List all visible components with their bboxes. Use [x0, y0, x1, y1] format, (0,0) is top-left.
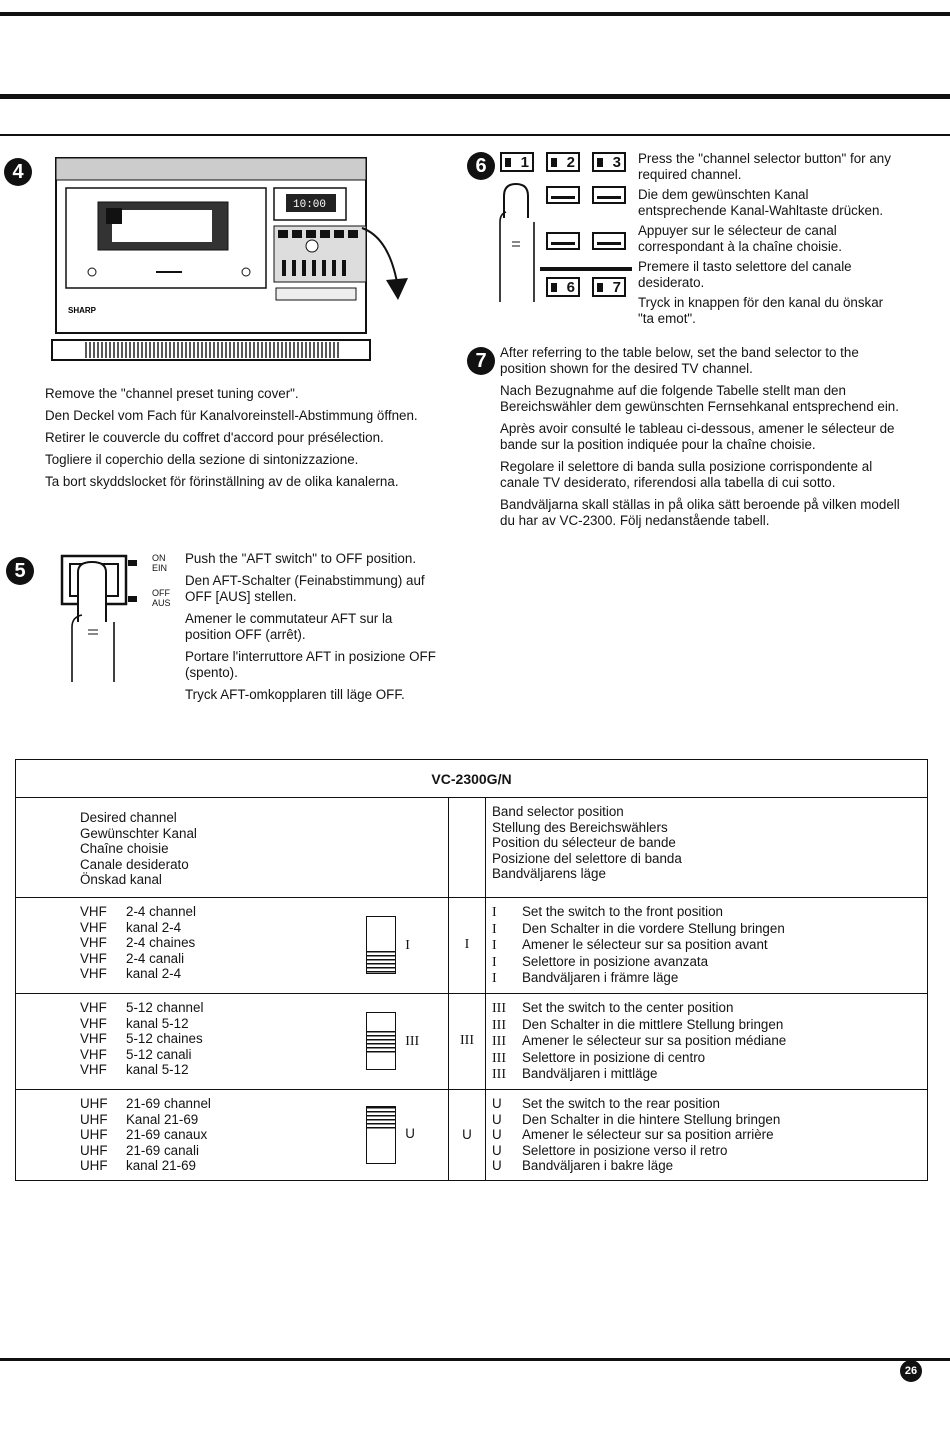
step-6-it: Premere il tasto selettore del canale desiderato. — [638, 259, 852, 290]
channel-label: 2-4 canali — [126, 950, 185, 966]
band-label: VHF — [80, 904, 107, 919]
band-label: VHF — [80, 935, 107, 951]
header-band-selector — [486, 798, 928, 898]
finger-drawing — [496, 150, 546, 305]
band-label: UHF — [80, 1127, 108, 1143]
aft-aus-label: AUS — [152, 598, 171, 608]
channel-label: 21-69 channel — [126, 1095, 211, 1111]
instruction-text: Bandväljaren i främre läge — [522, 970, 679, 986]
header-rule — [0, 94, 950, 99]
channel-label: 2-4 channel — [126, 904, 196, 919]
band-label: UHF — [80, 1158, 108, 1174]
instruction-text: Amener le sélecteur sur sa position médiane — [522, 1033, 787, 1049]
switch-label: III — [405, 1034, 420, 1049]
instruction-text: Set the switch to the front position — [522, 904, 723, 919]
band-label: UHF — [80, 1111, 108, 1127]
aft-labels — [152, 553, 171, 608]
position-mark: U — [492, 1111, 502, 1127]
vcr-clock-display: 10:00 — [293, 199, 327, 211]
step-7-badge: 7 — [467, 347, 495, 375]
switch-label: I — [405, 938, 410, 954]
step-6-fr: Appuyer sur le sélecteur de canal correspondant à la chaîne choisie. — [638, 223, 842, 254]
band-label: VHF — [80, 1046, 107, 1062]
channel-label: 21-69 canali — [126, 1142, 199, 1158]
step-6-badge: 6 — [467, 152, 495, 180]
step-5-it: Portare l'interruttore AFT in posizione OFF (spento). — [185, 649, 436, 680]
band-label: VHF — [80, 966, 107, 982]
step-5-sv: Tryck AFT-omkopplaren till läge OFF. — [185, 687, 405, 702]
channel-key-blank — [592, 232, 626, 250]
channel-label: kanal 2-4 — [126, 966, 182, 982]
step-4-fr: Retirer le couvercle du coffret d'accord pour présélection. — [45, 430, 384, 445]
step-6-en: Press the "channel selector button" for any required channel. — [638, 151, 891, 182]
position-cell: III — [449, 993, 486, 1089]
step-6-sv: Tryck in knappen för den kanal du önskar "ta emot". — [638, 295, 884, 326]
instruction-text: Bandväljaren i bakre läge — [522, 1158, 674, 1174]
channel-label: kanal 21-69 — [126, 1158, 196, 1174]
aft-off-label: OFF — [152, 588, 170, 598]
footer-rule — [0, 1358, 950, 1361]
channel-key-7: 7 — [592, 277, 626, 297]
step-5-badge: 5 — [6, 557, 34, 585]
step-4-en: Remove the "channel preset tuning cover". — [45, 386, 299, 401]
instruction-text: Selettore in posizione avanzata — [522, 953, 709, 969]
instruction-cell — [486, 898, 928, 994]
instruction-cell — [486, 993, 928, 1089]
instruction-text: Den Schalter in die mittlere Stellung bringen — [522, 1016, 784, 1032]
position-mark: I — [492, 905, 497, 920]
channel-label: 5-12 chaines — [126, 1031, 203, 1047]
band-selector-table — [15, 759, 928, 1181]
channel-cell — [16, 993, 354, 1089]
channel-buttons-illustration — [496, 150, 632, 305]
channel-label: kanal 5-12 — [126, 1015, 189, 1031]
position-mark: U — [492, 1158, 502, 1174]
channel-label: 2-4 chaines — [126, 935, 196, 951]
position-mark: III — [492, 1050, 506, 1066]
band-label: VHF — [80, 919, 107, 935]
position-mark: III — [492, 1017, 506, 1033]
step-7-de: Nach Bezugnahme auf die folgende Tabelle stellt man den Bereichswähler dem gewünschten Fernsehkanal entsprechend ein. — [500, 383, 899, 414]
switch-diagram-cell — [354, 1089, 449, 1180]
switch-label: U — [405, 1126, 415, 1142]
channel-label: kanal 2-4 — [126, 919, 182, 935]
instruction-text: Set the switch to the center position — [522, 999, 734, 1015]
instruction-text: Bandväljaren i mittläge — [522, 1066, 658, 1082]
band-label: VHF — [80, 1062, 107, 1078]
table-row — [16, 898, 928, 994]
step-7-en: After referring to the table below, set the band selector to the position shown for the desired TV channel. — [500, 345, 859, 376]
band-label: VHF — [80, 1031, 107, 1047]
header-left-line: Chaîne choisie — [80, 841, 169, 857]
vcr-drawing — [46, 150, 426, 365]
step-4-it: Togliere il coperchio della sezione di sintonizzazione. — [45, 452, 359, 467]
channel-key-6: 6 — [546, 277, 580, 297]
channel-label: 5-12 canali — [126, 1046, 192, 1062]
channel-key-blank — [546, 232, 580, 250]
header-left-line: Canale desiderato — [80, 856, 189, 872]
position-cell: I — [449, 898, 486, 994]
step-6-text — [638, 151, 900, 331]
position-cell: U — [449, 1089, 486, 1180]
channel-label: kanal 5-12 — [126, 1062, 189, 1078]
band-switch-center-diagram — [366, 1012, 396, 1070]
step-4-text — [45, 386, 440, 496]
instruction-text: Set the switch to the rear position — [522, 1095, 720, 1111]
position-mark: III — [492, 1067, 506, 1083]
header-right-line: Position du sélecteur de bande — [492, 835, 676, 851]
instruction-text: Amener le sélecteur sur sa position avant — [522, 937, 768, 953]
instruction-text: Den Schalter in die hintere Stellung bringen — [522, 1111, 781, 1127]
position-mark: I — [492, 938, 497, 954]
position-mark: U — [492, 1127, 502, 1143]
band-switch-rear-diagram — [366, 1106, 396, 1164]
header-right-line: Bandväljarens läge — [492, 866, 606, 882]
band-label: VHF — [80, 999, 107, 1015]
step-5-fr: Amener le commutateur AFT sur la position OFF (arrêt). — [185, 611, 393, 642]
step-4-de: Den Deckel vom Fach für Kanalvoreinstell-Abstimmung öffnen. — [45, 408, 418, 423]
band-label: UHF — [80, 1095, 108, 1111]
instruction-text: Selettore in posizione verso il retro — [522, 1142, 728, 1158]
position-mark: I — [492, 954, 497, 970]
table-row — [16, 993, 928, 1089]
channel-cell — [16, 898, 354, 994]
step-7-fr: Après avoir consulté le tableau ci-dessous, amener le sélecteur de bande sur la position indiquée pour la chaîne choisie. — [500, 421, 895, 452]
aft-on-label: ON — [152, 553, 166, 563]
step-5-text — [185, 551, 440, 709]
channel-label: Kanal 21-69 — [126, 1111, 199, 1127]
band-label: UHF — [80, 1142, 108, 1158]
header-right-line: Stellung des Bereichswählers — [492, 819, 668, 835]
header-right-line: Posizione del selettore di banda — [492, 850, 682, 866]
header-rule-thin — [0, 134, 950, 136]
step-4-badge: 4 — [4, 158, 32, 186]
channel-key-1: 1 — [500, 152, 534, 172]
channel-label: 5-12 channel — [126, 999, 204, 1015]
channel-cell — [16, 1089, 354, 1180]
aft-ein-label: EIN — [152, 563, 168, 573]
position-mark: III — [492, 1000, 506, 1016]
switch-diagram-cell — [354, 993, 449, 1089]
header-left-line: Desired channel — [80, 810, 177, 825]
vcr-brand-label: SHARP — [68, 306, 97, 315]
channel-key-blank — [592, 186, 626, 204]
position-mark: U — [492, 1142, 502, 1158]
instruction-text: Amener le sélecteur sur sa position arrière — [522, 1127, 774, 1143]
step-7-text — [500, 345, 900, 535]
position-mark: U — [492, 1095, 502, 1111]
channel-key-3: 3 — [592, 152, 626, 172]
step-6-de: Die dem gewünschten Kanal entsprechende Kanal-Wahltaste drücken. — [638, 187, 884, 218]
page-number: 26 — [900, 1360, 922, 1382]
table-row — [16, 1089, 928, 1180]
header-left-line: Gewünschter Kanal — [80, 825, 197, 841]
header-desired-channel — [16, 798, 449, 898]
header-left-line: Önskad kanal — [80, 872, 162, 888]
table-header-row — [16, 798, 928, 898]
position-mark: I — [492, 971, 497, 987]
band-label: VHF — [80, 1015, 107, 1031]
step-5-de: Den AFT-Schalter (Feinabstimmung) auf OFF [AUS] stellen. — [185, 573, 425, 604]
channel-label: 21-69 canaux — [126, 1127, 208, 1143]
position-mark: III — [492, 1034, 506, 1050]
instruction-text: Selettore in posizione di centro — [522, 1049, 706, 1065]
header-right-line: Band selector position — [492, 804, 624, 819]
instruction-cell — [486, 1089, 928, 1180]
top-rule — [0, 12, 950, 16]
position-mark: I — [492, 921, 497, 937]
band-label: VHF — [80, 950, 107, 966]
step-7-it: Regolare il selettore di banda sulla posizione corrispondente al canale TV desiderato, riferendosi alla tabella di cui sotto. — [500, 459, 873, 490]
step-7-sv: Bandväljarna skall ställas in på olika sätt beroende på vilken modell du har av VC-2300. Följ nedanstående tabell. — [500, 497, 900, 528]
header-position-cell — [449, 798, 486, 898]
band-switch-front-diagram — [366, 916, 396, 974]
step-4-sv: Ta bort skyddslocket för förinställning av de olika kanalerna. — [45, 474, 399, 489]
channel-key-blank — [546, 186, 580, 204]
step-5-en: Push the "AFT switch" to OFF position. — [185, 551, 417, 566]
channel-key-2: 2 — [546, 152, 580, 172]
table-title: VC-2300G/N — [16, 760, 928, 798]
switch-diagram-cell — [354, 898, 449, 994]
instruction-text: Den Schalter in die vordere Stellung bringen — [522, 920, 785, 936]
channel-keys-rule — [540, 267, 632, 271]
vcr-illustration — [46, 150, 426, 365]
